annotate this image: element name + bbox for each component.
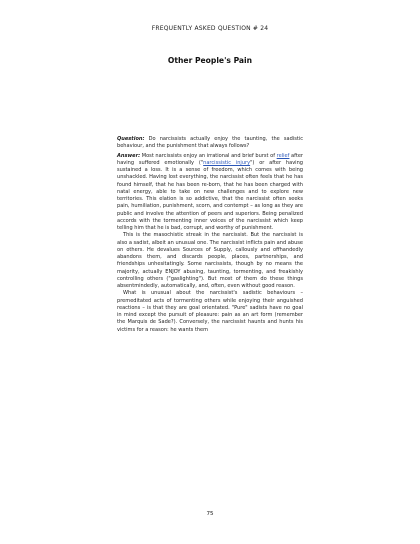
relief-link[interactable]: relief	[276, 152, 290, 159]
answer-paragraph-1	[117, 153, 303, 233]
narcissistic-injury-link[interactable]: narcissistic injury	[203, 159, 251, 166]
answer-text-part-2: after having suffered emotionally ("	[117, 152, 303, 166]
answer-label: Answer:	[117, 152, 141, 159]
running-header: FREQUENTLY ASKED QUESTION # 24	[151, 25, 269, 32]
chapter-title: Other People's Pain	[167, 56, 253, 65]
answer-text-part-3: ") or after having sustained a loss. It is a sense of freedom, which comes with being unshackled. Having lost everything, the narcissist often feels that he has found himself, that he has been re-born, that he has been charged with natal energy, able to take on new challenges and to explore new territories. This elation is so addictive, that the narcissist often seeks pain, humiliation, punishment, scorn, and contempt – as long as they are public and involve the attention of peers and superiors. Being penalized accords with the tormenting inner voices of the narcissist which keep telling him that he is bad, corrupt, and worthy of punishment.	[117, 159, 303, 231]
question-text: Do narcissists actually enjoy the taunting, the sadistic behaviour, and the punishment that always follows?	[117, 136, 303, 150]
answer-text-part-1: Most narcissists enjoy an irrational and brief burst of	[140, 152, 277, 159]
page-number: 75	[206, 511, 214, 517]
answer-paragraph-3: What is unusual about the narcissist's sadistic behaviours – premeditated acts of tormenting others while enjoying their anguished reactions – is that they are goal orientated. "Pure" sadists have no goal in mind except the pursuit of pleasure: pain as an art form (remember the Marquis de Sade?). Conversely, the narcissist haunts and hunts his victims for a reason: he wants them	[117, 290, 303, 333]
body-text	[117, 136, 303, 334]
question-label: Question:	[117, 136, 145, 142]
answer-paragraph-2: This is the masochistic streak in the narcissist. But the narcissist is also a sadist, albeit an unusual one. The narcissist inflicts pain and abuse on others. He devalues Sources of Supply, callously and offhandedly abandons them, and discards people, places, partnerships, and friendships unhesitatingly. Some narcissists, though by no means the majority, actually ENJOY abusing, taunting, tormenting, and freakishly controlling others ("gaslighting"). But most of them do these things absentmindedly, automatically, and, often, even without good reason.	[117, 232, 303, 289]
question-paragraph	[117, 136, 303, 151]
